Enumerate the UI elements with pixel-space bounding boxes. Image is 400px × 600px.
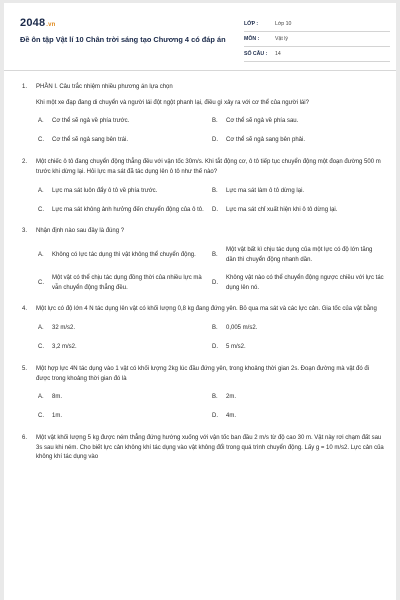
answer-option[interactable]	[38, 246, 210, 265]
meta-row	[244, 47, 390, 62]
option-letter: B.	[212, 251, 218, 258]
option-letter: B.	[212, 394, 218, 401]
option-text: Một vật bất kì chịu tác dụng của một lực có độ lớn tăng dần thì chuyển động nhanh dần.	[226, 246, 373, 263]
option-text: 0,005 m/s2.	[226, 325, 258, 332]
option-letter: B.	[212, 187, 218, 194]
question-number: 3.	[22, 228, 28, 235]
option-letter: C.	[38, 137, 44, 144]
option-letter: C.	[38, 279, 44, 286]
answer-option[interactable]	[38, 205, 210, 215]
document-page	[4, 3, 396, 600]
answer-option[interactable]	[38, 343, 210, 353]
option-text: Không có lực tác dụng thì vật không thể chuyển động.	[52, 251, 196, 258]
question-prompt: Khi một xe đạp đang di chuyển và người lái đột ngột phanh lại, điều gì xảy ra với cơ thể của người lái?	[36, 99, 309, 106]
answer-options	[38, 117, 384, 146]
meta-value: 14	[275, 51, 281, 57]
question-list	[22, 83, 384, 475]
option-letter: D.	[212, 206, 218, 213]
document-title: Đề ôn tập Vật lí 10 Chân trời sáng tạo Chương 4 có đáp án	[20, 35, 226, 44]
option-letter: B.	[212, 325, 218, 332]
meta-label: LỚP :	[244, 21, 259, 27]
question-text: Một lực có độ lớn 4 N tác dụng lên vật có khối lượng 0,8 kg đang đứng yên. Bỏ qua ma sát và các lực cản. Gia tốc của vật bằng	[36, 306, 377, 313]
option-letter: A.	[38, 325, 44, 332]
meta-row	[244, 17, 390, 32]
option-text: Lực ma sát luôn đẩy ô tô về phía trước.	[52, 187, 158, 194]
option-text: Không vật nào có thể chuyển động ngược chiều với lực tác dụng lên nó.	[226, 275, 384, 291]
option-letter: C.	[38, 344, 44, 351]
option-letter: D.	[212, 137, 218, 144]
meta-label: MÔN :	[244, 36, 260, 42]
meta-table	[244, 17, 390, 62]
answer-options	[38, 246, 384, 293]
question-item	[22, 434, 384, 463]
meta-value: Lớp 10	[275, 21, 292, 27]
meta-label: SỐ CÂU :	[244, 51, 268, 57]
answer-option[interactable]	[212, 136, 384, 146]
question-text: Nhận định nào sau đây là đúng ?	[36, 228, 125, 235]
question-number: 4.	[22, 306, 28, 313]
answer-option[interactable]	[38, 412, 210, 422]
question-text: Một vật khối lượng 5 kg được ném thẳng đứng hướng xuống với vận tốc ban đầu 2 m/s từ độ cao 30 m. Vật này rơi chạm đất sau 3s sau khi ném. Cho biết lực cản không khí tác dụng vào vật không đổi trong quá trình chuyển động. Lấy g = 10 m/s2. Lực cản của không khí tác dụng vào	[36, 435, 384, 461]
answer-option[interactable]	[38, 136, 210, 146]
answer-option[interactable]	[212, 205, 384, 215]
option-letter: A.	[38, 187, 44, 194]
option-text: 3,2 m/s2.	[52, 344, 77, 351]
meta-value: Vật lý	[275, 36, 288, 42]
question-item	[22, 365, 384, 422]
answer-option[interactable]	[212, 343, 384, 353]
question-number: 6.	[22, 435, 28, 442]
question-item	[22, 158, 384, 215]
option-text: 2m.	[226, 394, 237, 401]
option-letter: C.	[38, 206, 44, 213]
option-letter: C.	[38, 413, 44, 420]
answer-option[interactable]	[38, 324, 210, 334]
question-number: 2.	[22, 159, 28, 166]
option-text: Cơ thể sẽ ngả sang bên phải.	[226, 137, 305, 144]
option-text: Lực ma sát chỉ xuất hiện khi ô tô dừng lại.	[226, 206, 338, 213]
option-letter: D.	[212, 279, 218, 286]
question-item	[22, 83, 384, 146]
option-text: Một vật có thể chịu tác dụng đồng thời của nhiều lực mà vẫn chuyển động thẳng đều.	[52, 275, 202, 291]
option-text: 8m.	[52, 394, 63, 401]
option-text: 1m.	[52, 413, 63, 420]
option-text: Cơ thể sẽ ngả sang bên trái.	[52, 137, 128, 144]
answer-option[interactable]	[212, 246, 384, 265]
option-letter: A.	[38, 251, 44, 258]
answer-option[interactable]	[38, 393, 210, 403]
answer-option[interactable]	[212, 186, 384, 196]
header-divider	[4, 70, 396, 71]
answer-option[interactable]	[38, 274, 210, 293]
question-text: Một chiếc ô tô đang chuyển động thẳng đều với vận tốc 30m/s. Khi tắt động cơ, ô tô tiếp tục chuyển động một đoạn đường 500 m trước khi dừng lại. Hỏi lực ma sát đã tác dụng lên ô tô như thế nào?	[36, 159, 381, 175]
question-number: 5.	[22, 365, 28, 372]
question-number: 1.	[22, 84, 28, 90]
option-text: 32 m/s2.	[52, 325, 76, 332]
option-text: Cơ thể sẽ ngả về phía sau.	[226, 118, 299, 125]
option-text: 4m.	[226, 413, 237, 420]
question-item	[22, 305, 384, 353]
option-letter: A.	[38, 394, 44, 401]
site-logo[interactable]: 2048.vn	[20, 17, 56, 29]
question-text: PHẦN I. Câu trắc nhiệm nhiều phương án lựa chọn	[36, 84, 173, 90]
option-letter: B.	[212, 118, 218, 125]
option-letter: D.	[212, 413, 218, 420]
question-item	[22, 227, 384, 293]
meta-row	[244, 32, 390, 47]
answer-options	[38, 393, 384, 422]
option-text: Cơ thể sẽ ngả về phía trước.	[52, 118, 130, 125]
answer-options	[38, 186, 384, 215]
answer-option[interactable]	[38, 186, 210, 196]
answer-option[interactable]	[212, 274, 384, 293]
document-header	[20, 17, 390, 67]
answer-option[interactable]	[212, 117, 384, 127]
answer-option[interactable]	[212, 412, 384, 422]
option-letter: A.	[38, 118, 44, 125]
question-text: Một hợp lực 4N tác dụng vào 1 vật có khối lượng 2kg lúc đầu đứng yên, trong khoảng thời gian 2s. Đoạn đường mà vật đó đi được trong khoảng thời gian đó là	[36, 365, 369, 382]
answer-option[interactable]	[212, 324, 384, 334]
option-text: Lực ma sát không ảnh hưởng đến chuyển động của ô tô.	[52, 206, 204, 213]
option-text: 5 m/s2.	[226, 344, 246, 351]
option-text: Lực ma sát làm ô tô dừng lại.	[226, 187, 305, 194]
option-letter: D.	[212, 344, 218, 351]
answer-option[interactable]	[38, 117, 210, 127]
answer-options	[38, 324, 384, 353]
answer-option[interactable]	[212, 393, 384, 403]
